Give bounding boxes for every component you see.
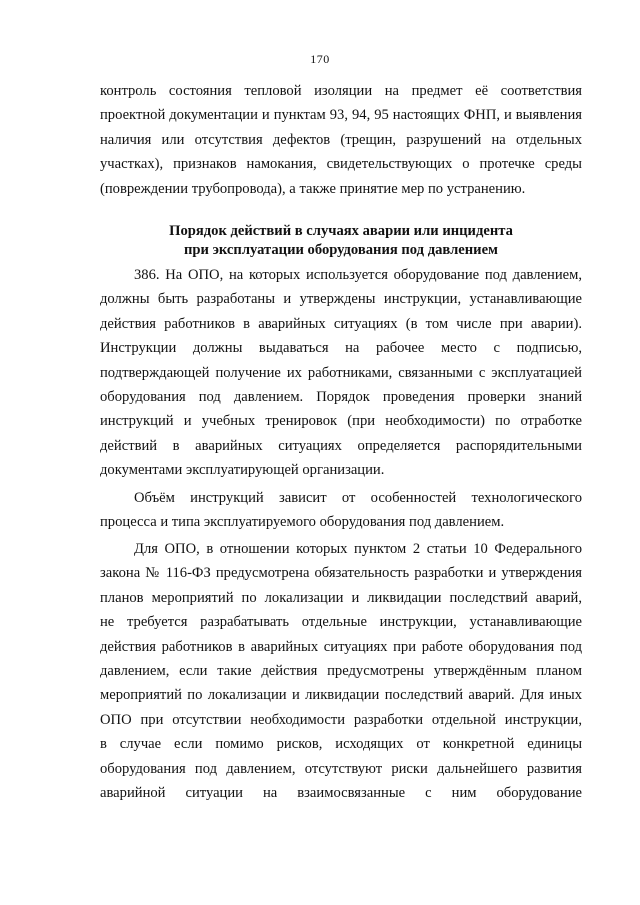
paragraph-386 [100,263,582,483]
text-line: инструкций и учебных тренировок (при необходимости) по отработке [100,413,582,430]
section-heading [100,222,582,259]
text-line: планов мероприятий по локализации и ликвидации последствий аварий, [100,589,582,606]
heading-line: Порядок действий в случаях аварии или инцидента [169,223,513,239]
text-line: Для ОПО, в отношении которых пунктом 2 статьи 10 Федерального [134,541,582,557]
text-line: давлением, если такие действия предусмотрены утверждённым планом [100,662,582,679]
paragraph-intro [100,79,582,201]
text-line: оборудования под давлением, отсутствуют риски дальнейшего развития [100,760,582,777]
text-line: в случае если помимо рисков, исходящих от конкретной единицы [100,736,582,753]
text-line: должны быть разработаны и утверждены инструкции, устанавливающие [100,291,582,308]
text-line: (повреждении трубопровода), а также принятие мер по устранению. [100,180,526,197]
text-line: действия работников в аварийных ситуациях при работе оборудования под [100,638,582,655]
paragraph-volume [100,486,582,535]
text-line: действия работников в аварийных ситуациях (в том числе при аварии). [100,315,582,332]
text-line: мероприятий по локализации и ликвидации последствий аварий. Для иных [100,687,582,704]
text-line: действий в аварийных ситуациях определяется распорядительными [100,437,582,454]
text-line: 386. На ОПО, на которых используется оборудование под давлением, [134,267,582,283]
text-line: оборудования под давлением. Порядок проведения проверки знаний [100,388,582,405]
text-line: ОПО при отсутствии необходимости разработки отдельной инструкции, [100,711,582,728]
text-line: Инструкции должны выдаваться на рабочее место с подписью, [100,340,582,357]
text-line: проектной документации и пунктам 93, 94, 95 настоящих ФНП, и выявления [100,107,582,124]
text-line: процесса и типа эксплуатируемого оборудования под давлением. [100,514,505,531]
text-line: закона № 116-ФЗ предусмотрена обязательность разработки и утверждения [100,565,582,582]
page-number: 170 [310,52,330,66]
text-line: аварийной ситуации на взаимосвязанные с ним оборудование [100,784,582,801]
text-line: контроль состояния тепловой изоляции на предмет её соответствия [100,83,582,99]
heading-line: при эксплуатации оборудования под давлением [184,241,498,258]
text-line: подтверждающей получение их работниками, связанными с эксплуатацией [100,364,582,381]
text-line: участках), признаков намокания, свидетельствующих о протечке среды [100,156,582,173]
text-line: наличия или отсутствия дефектов (трещин, разрушений на отдельных [100,131,582,148]
text-line: не требуется разрабатывать отдельные инструкции, устанавливающие [100,614,582,631]
paragraph-opo [100,537,582,805]
text-line: Объём инструкций зависит от особенностей технологического [134,490,582,506]
text-line: документами эксплуатирующей организации. [100,462,385,479]
